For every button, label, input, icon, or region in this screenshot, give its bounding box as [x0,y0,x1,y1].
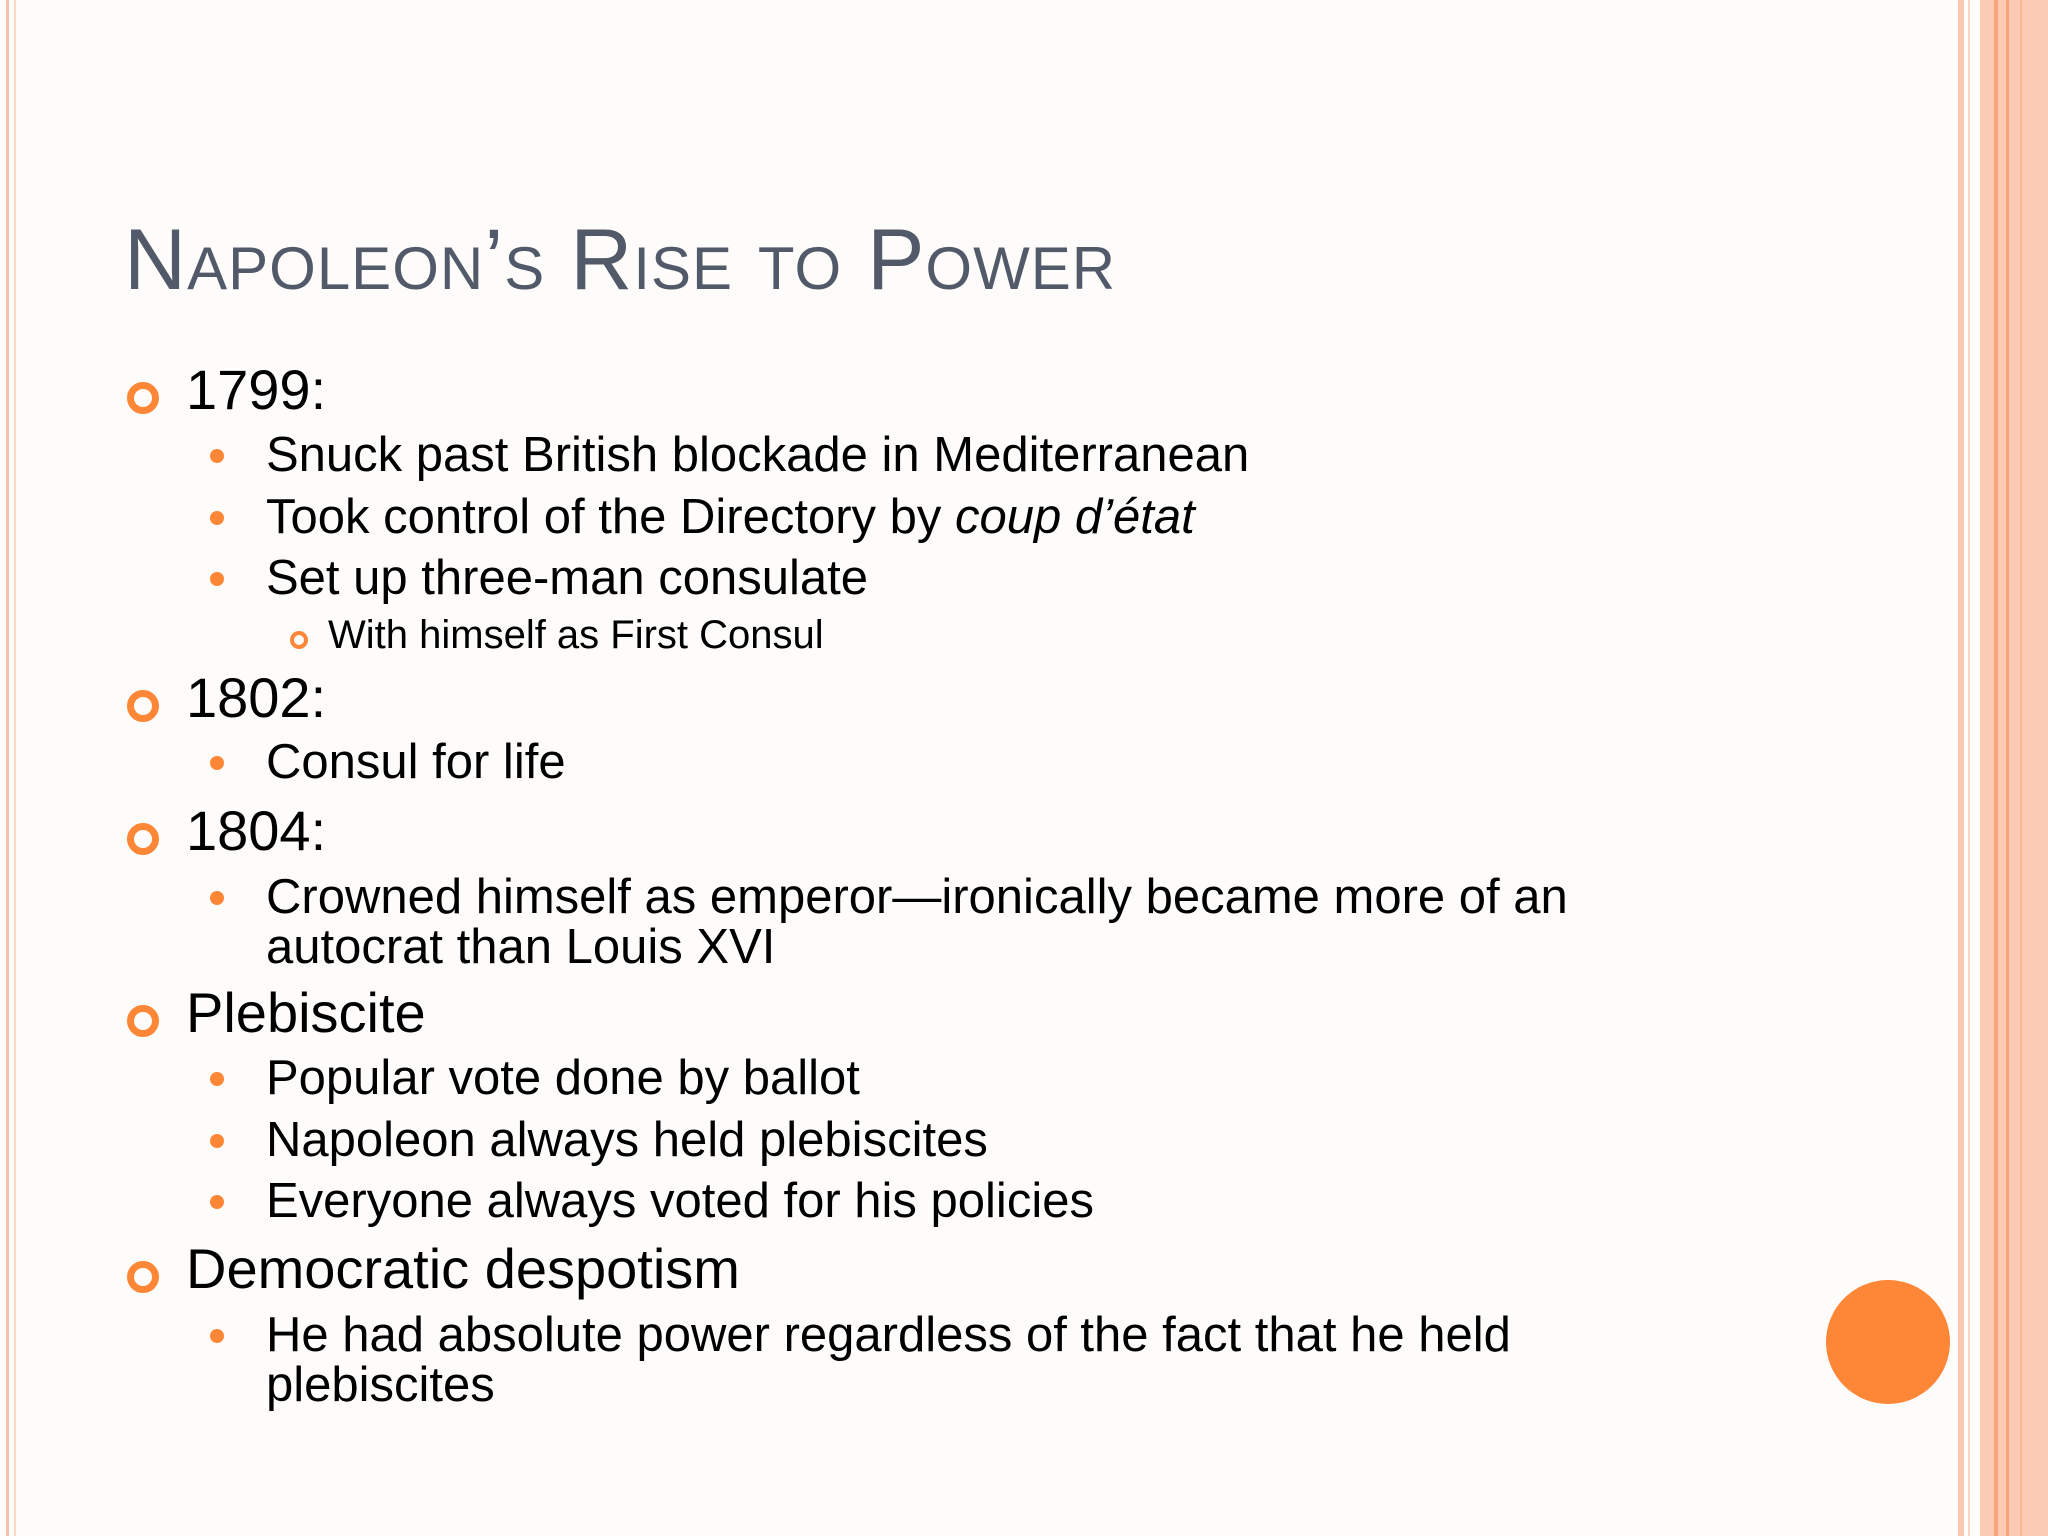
list-item-text: Took control of the Directory by [266,490,956,544]
list-item-line: Crowned himself as emperor—ironically became more of an [266,870,1568,924]
dot-bullet-icon [210,1195,224,1209]
list-item-line: He had absolute power regardless of the fact that he held [266,1308,1511,1362]
dot-bullet-icon [210,572,224,586]
dot-bullet-icon [210,756,224,770]
right-border-line [1968,0,1970,1536]
list-item-level-2 [266,1310,1511,1410]
list-item-level-1: Plebiscite [186,981,426,1044]
hollow-circle-bullet-icon [127,382,159,414]
decorative-orange-circle [1826,1280,1950,1404]
dot-bullet-icon [210,1134,224,1148]
list-item-level-2: Popular vote done by ballot [266,1051,860,1105]
right-border-line [2020,0,2022,1536]
right-border-line [1994,0,1998,1536]
list-item-level-2: Everyone always voted for his policies [266,1174,1094,1228]
right-border-line [2006,0,2009,1536]
dot-bullet-icon [210,891,224,905]
list-item-level-2: Set up three-man consulate [266,551,868,605]
left-border-line [14,0,16,1536]
list-item-level-2: Napoleon always held plebiscites [266,1113,988,1167]
list-item-level-1: 1804: [186,799,327,862]
right-border-line [1958,0,1964,1536]
dot-bullet-icon [210,449,224,463]
list-item-level-2 [266,492,1195,542]
hollow-circle-bullet-icon [127,1261,159,1293]
left-border-line [6,0,9,1536]
dot-bullet-icon [210,1329,224,1343]
list-item-level-2: Snuck past British blockade in Mediterranean [266,428,1250,482]
hollow-circle-bullet-icon [127,823,159,855]
list-item-level-3: With himself as First Consul [328,613,824,657]
dot-bullet-icon [210,511,224,525]
list-item-line: autocrat than Louis XVI [266,920,776,974]
list-item-level-2: Consul for life [266,735,566,789]
right-border-band [1980,0,2048,1536]
hollow-circle-bullet-icon [127,1005,159,1037]
list-item-level-1: 1799: [186,358,327,421]
list-item-level-1: 1802: [186,666,327,729]
list-item-line: plebiscites [266,1358,495,1412]
list-item-level-1: Democratic despotism [186,1237,740,1300]
italic-term: coup d’état [955,490,1195,544]
hollow-circle-bullet-icon [127,690,159,722]
dot-bullet-icon [210,1072,224,1086]
slide-title: Napoleon’s Rise to Power [124,212,1117,308]
list-item-level-2 [266,872,1568,972]
small-hollow-circle-bullet-icon [290,631,308,649]
